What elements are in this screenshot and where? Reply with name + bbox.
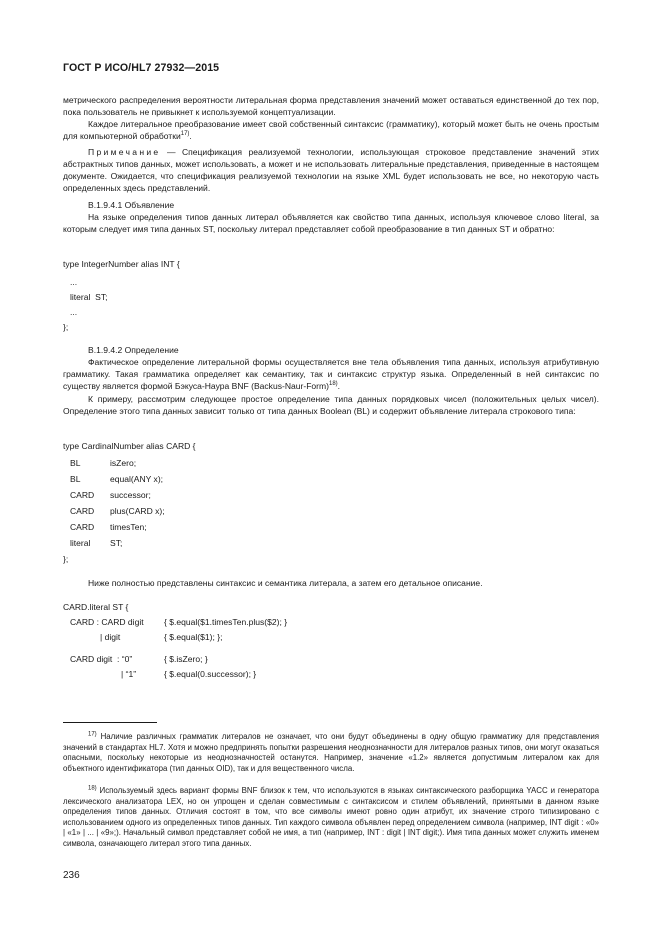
code2-row-type: CARD — [70, 522, 95, 532]
note-paragraph — [63, 146, 599, 194]
code3-line-2-action: { $.equal($1.timesTen.plus($2); } — [164, 617, 288, 627]
code2-row-member: equal(ANY x); — [110, 474, 164, 484]
note-label: Примечание — [88, 147, 161, 157]
code3-line-5-action: { $.equal(0.successor); } — [164, 669, 257, 679]
code2-row-member: isZero; — [110, 458, 137, 468]
code3-line-3-rule: | digit — [100, 632, 121, 642]
code1-line-5: }; — [63, 322, 69, 332]
footnote-18 — [63, 786, 599, 850]
code3-line-5-rule: | “1” — [121, 669, 137, 679]
section-title-declaration: B.1.9.4.1 Объявление — [88, 200, 175, 210]
code2-row-member: ST; — [110, 538, 123, 548]
footnote-ref-18[interactable]: 18) — [328, 381, 338, 388]
paragraph-syntax-intro: Ниже полностью представлены синтаксис и семантика литерала, а затем его детальное описание. — [88, 578, 483, 588]
paragraph-example: К примеру, рассмотрим следующее простое определение типа данных порядковых чисел (положительных целых чисел). Определение этого типа данных зависит только от типа данных Boolean (BL) и содержит объявление литерала строкового типа: — [63, 394, 599, 417]
section-title-definition: B.1.9.4.2 Определение — [88, 345, 179, 355]
code2-row-type: CARD — [70, 490, 95, 500]
code3-line-3-action: { $.equal($1); }; — [164, 632, 223, 642]
code2-head: type CardinalNumber alias CARD { — [63, 441, 196, 451]
footnote-divider — [63, 722, 157, 723]
code2-row-member: timesTen; — [110, 522, 147, 532]
page-number: 236 — [63, 870, 80, 881]
code1-line-3: literal ST; — [70, 292, 108, 302]
note-text: — Спецификация реализуемой технологии, использующая строковое представление значений этих абстрактных типов данных, может использовать, а может и не использовать литеральные представления, приведенные в настоящем документе. Ожидается, что спецификация реализуемой технологии на языке XML будет использовать не все, но некоторую часть определенных здесь представлений. — [63, 147, 599, 194]
code1-line-2: ... — [70, 277, 78, 287]
code1-line-1: type IntegerNumber alias INT { — [63, 259, 180, 269]
footnote-17-text: Наличие различных грамматик литералов не означает, что они будут объединены в одну общую грамматику для представления значений в стандартах HL7. Хотя и можно предпринять попытки разрешения неоднозначности для литералов разных типов, они могут оказаться опасными, поскольку некоторые из неоднозначностей останутся. Например, значение «1.2» является допустимым литералом как для объектного идентификатора (тип данных OID), так и для вещественного числа. — [63, 732, 599, 773]
paragraph-grammar-text: Каждое литеральное преобразование имеет свой собственный синтаксис (грамматику), который может быть не очень простым для компьютерной обработки — [63, 119, 599, 142]
footnote-17 — [63, 732, 599, 774]
code2-row-type: BL — [70, 458, 81, 468]
section-text-declaration: На языке определения типов данных литерал объявляется как свойство типа данных, используя ключевое слово literal, за которым следует имя типа данных ST, поскольку литерал представляет собой преобразование в тип данных ST и обратно: — [63, 212, 599, 235]
code2-row-member: plus(CARD x); — [110, 506, 165, 516]
paragraph-continuation: метрического распределения вероятности литеральная форма представления значений может оставаться единственной до тех пор, пока пользователь не привыкнет к используемой концептуализации. — [63, 95, 599, 118]
code2-row-type: literal — [70, 538, 91, 548]
footnote-mark-17: 17) — [88, 731, 97, 738]
footnote-18-text: Используемый здесь вариант формы BNF близок к тем, что используются в языках синтаксического разборщика YACC и генератора лексического анализатора LEX, но он упрощен и сделан совместимым с синтаксисом и стилем объявлений, принятыми в данном языке определения типов данных. Отличия состоят в том, что все символы имеют ровно один атрибут, их значение строго типизировано с использованием одного из определенных типов данных. Тип каждого символа объявлен перед определением символа (например, INT digit : «0» | «1» | ... | «9»;). Начальный символ представляет собой не имя, а тип (например, INT : digit | INT digit;). Имя типа данных может служить именем символа, означающего литерал этого типа данных. — [63, 786, 599, 848]
code3-line-4-rule: CARD digit : “0” — [70, 654, 133, 664]
standard-header: ГОСТ Р ИСО/HL7 27932—2015 — [63, 62, 220, 74]
code2-end: }; — [63, 554, 69, 564]
code3-line-2-rule: CARD : CARD digit — [70, 617, 144, 627]
code2-row-member: successor; — [110, 490, 151, 500]
code3-line-1: CARD.literal ST { — [63, 602, 129, 612]
code1-line-4: ... — [70, 307, 78, 317]
footnote-ref-17[interactable]: 17) — [180, 131, 190, 138]
paragraph-grammar: Каждое литеральное преобразование имеет свой собственный синтаксис (грамматику), который может быть не очень простым для компьютерной обработки$^{17)}$. — [63, 119, 599, 142]
code2-row-type: CARD — [70, 506, 95, 516]
section-text-definition: Фактическое определение литеральной формы осуществляется вне тела объявления типа данных, используя атрибутивную грамматику. Такая грамматика определяет как семантику, так и синтаксис структур языка. Определенный в ней синтаксис по существу является формой Бэкуса-Наура BNF (Backus-Naur-Form)$^{18)}$. — [63, 357, 599, 392]
code3-line-4-action: { $.isZero; } — [164, 654, 208, 664]
footnote-mark-18: 18) — [88, 785, 97, 792]
code2-row-type: BL — [70, 474, 81, 484]
